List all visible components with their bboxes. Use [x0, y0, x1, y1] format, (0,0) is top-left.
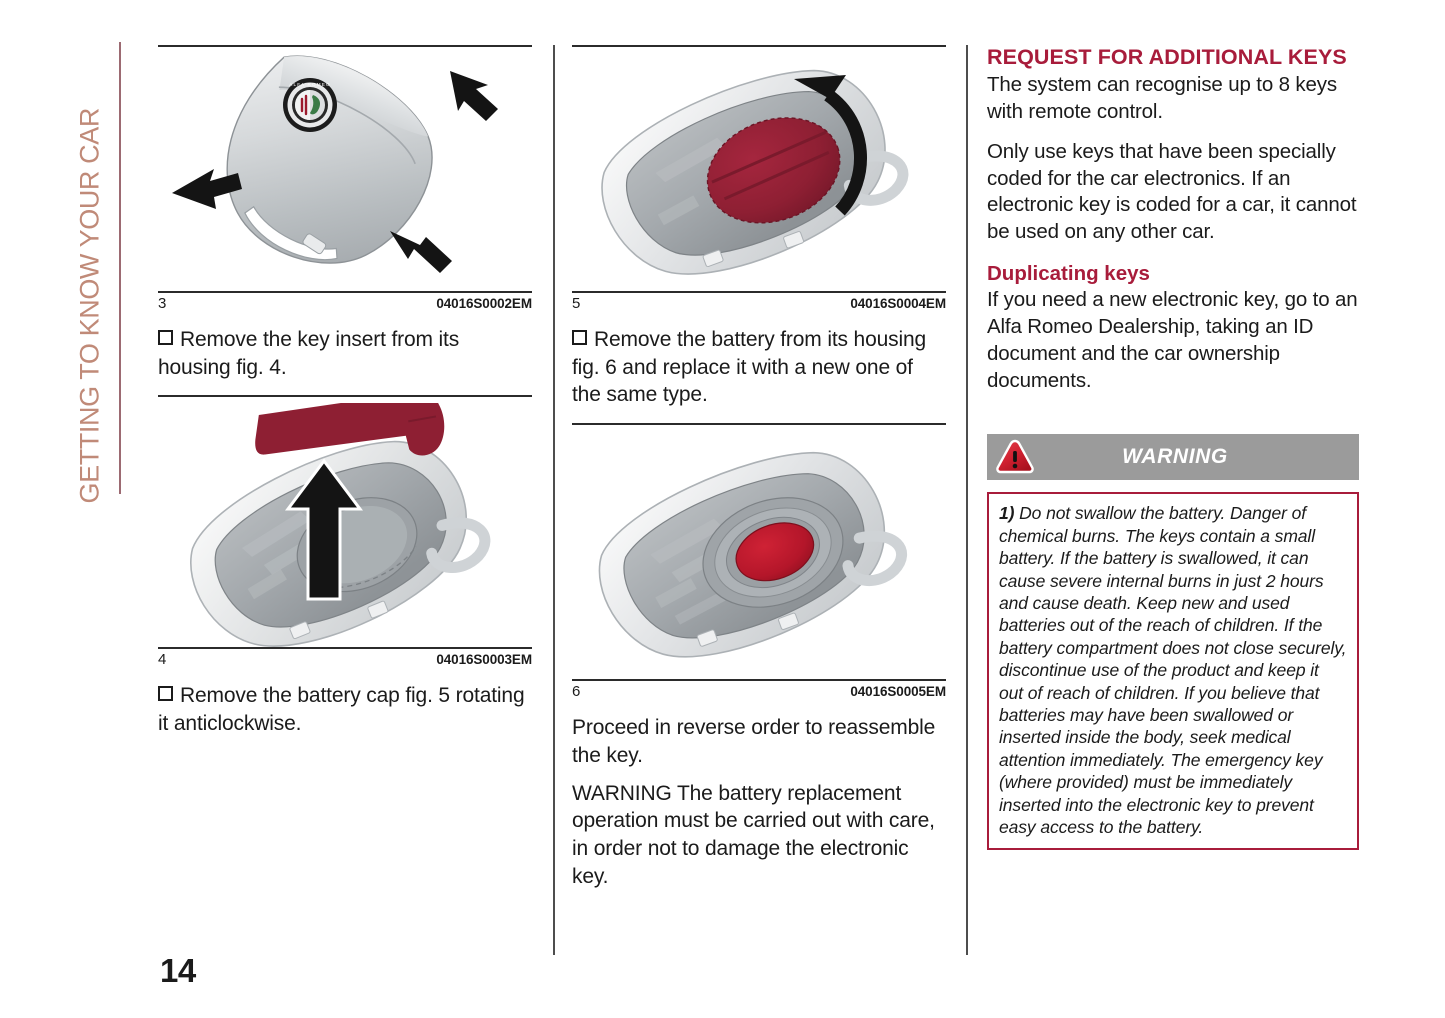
warning-triangle-icon	[995, 439, 1035, 475]
figure-block-5	[572, 45, 946, 425]
warning-callout	[987, 434, 1359, 850]
arrow-remove-insert	[390, 231, 452, 273]
column-divider-right	[966, 45, 968, 955]
column-one	[158, 45, 532, 738]
figure-illustration-3	[158, 47, 532, 291]
figure-instruction-4	[158, 682, 532, 737]
figure-number: 5	[572, 295, 581, 312]
square-bullet-icon	[572, 330, 587, 345]
figure-number: 4	[158, 651, 167, 669]
square-bullet-icon	[158, 330, 173, 345]
warning-body	[987, 492, 1359, 850]
column-two	[572, 45, 946, 890]
instruction-text: Remove the battery from its housing fig. 6 and replace it with a new one of the same type.	[572, 328, 927, 407]
warning-title: WARNING	[1122, 445, 1228, 469]
figure-code: 04016S0003EM	[436, 652, 532, 668]
chapter-tab-rule	[119, 42, 121, 494]
figure-block-6	[572, 435, 946, 890]
section-rule-after-5	[572, 423, 946, 425]
figure-instruction-3	[158, 326, 532, 381]
warning-text-block	[999, 502, 1347, 838]
warning-text: Do not swallow the battery. Danger of chemical burns. The keys contain a small battery. If the battery is swallowed, it can cause severe internal burns in just 2 hours and cause death. Keep new and used batteries out of the reach of children. If the battery compartment does not close securely, discontinue use of the product and keep it out of reach of children. If you believe that batteries may have been swallowed or inserted inside the body, seek medical attention immediately. The emergency key (where provided) must be immediately inserted into the electronic key to prevent easy access to the battery.	[999, 503, 1347, 837]
figure-illustration-4	[158, 403, 532, 647]
column-three	[987, 45, 1359, 850]
paragraph-duplicating-keys: If you need a new electronic key, go to an Alfa Romeo Dealership, taking an ID document and the car ownership documents.	[987, 288, 1358, 392]
figure-instruction-5	[572, 326, 946, 409]
figure-code: 04016S0004EM	[850, 296, 946, 311]
section-heading-duplicating-keys: Duplicating keys	[987, 262, 1150, 286]
arrow-press-left	[172, 169, 242, 209]
figure-code: 04016S0002EM	[436, 296, 532, 311]
arrow-press-top	[450, 71, 498, 121]
figure-illustration-6	[572, 435, 946, 679]
square-bullet-icon	[158, 686, 173, 701]
figure-caption-3	[158, 293, 532, 312]
closing-paragraph-2: WARNING The battery replacement operation must be carried out with care, in order not to damage the electronic key.	[572, 781, 935, 888]
chapter-tab-label: GETTING TO KNOW YOUR CAR	[74, 108, 105, 504]
figure-caption-6	[572, 681, 946, 700]
figure-caption-5	[572, 293, 946, 312]
figure-block-3	[158, 45, 532, 397]
warning-header	[987, 434, 1359, 480]
svg-text:ALFA ROMEO: ALFA ROMEO	[289, 82, 331, 87]
page-title: REQUEST FOR ADDITIONAL KEYS	[987, 45, 1347, 69]
paragraph-keys-count: The system can recognise up to 8 keys with remote control.	[987, 73, 1337, 123]
figure-illustration-5	[572, 47, 946, 291]
instruction-text: Remove the key insert from its housing fig. 4.	[158, 328, 460, 379]
figure-number: 6	[572, 683, 581, 701]
column-divider-left	[553, 45, 555, 955]
section-rule-after-3	[158, 395, 532, 397]
closing-paragraph-1: Proceed in reverse order to reassemble the key.	[572, 716, 936, 767]
figure-caption-4	[158, 649, 532, 668]
figure-number: 3	[158, 295, 167, 312]
page-number: 14	[160, 952, 196, 989]
chapter-tab	[58, 40, 122, 520]
warning-marker: 1)	[999, 503, 1015, 524]
instruction-text: Remove the battery cap fig. 5 rotating it anticlockwise.	[158, 684, 525, 736]
paragraph-coded-keys: Only use keys that have been specially coded for the car electronics. If an electronic key is coded for a car, it cannot be used on any other car.	[987, 139, 1357, 244]
figure-code: 04016S0005EM	[850, 684, 946, 700]
figure-block-4	[158, 403, 532, 737]
